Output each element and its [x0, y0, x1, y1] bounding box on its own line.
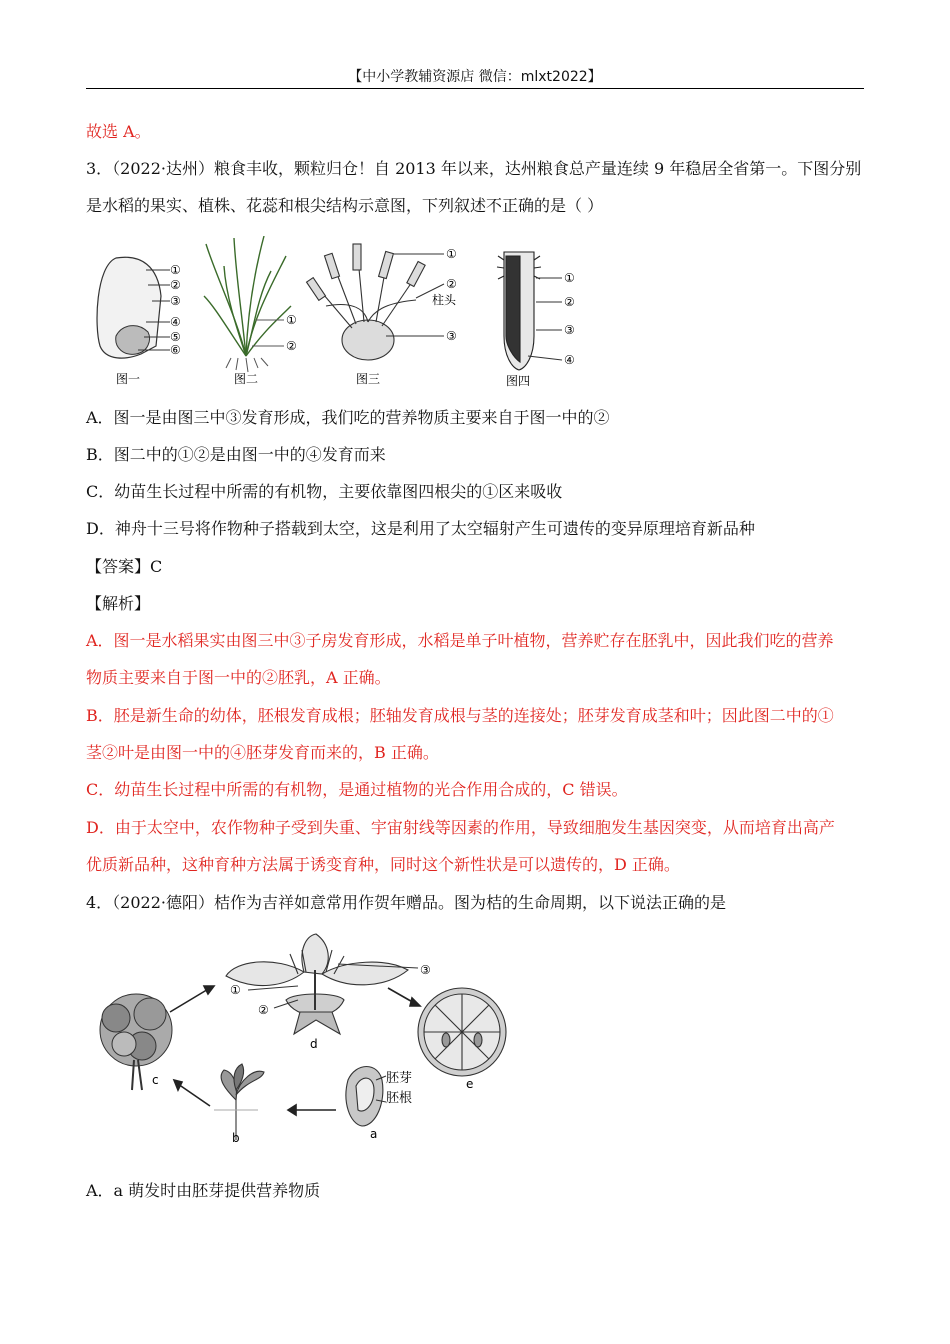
figure-orange-life-cycle	[86, 930, 546, 1150]
fig3-mark-2: ②	[446, 277, 457, 291]
analysis-d-line1: D．由于太空中，农作物种子受到失重、宇宙射线等因素的作用，导致细胞发生基因突变，从而培育出高产	[86, 818, 835, 837]
analysis-b-line1: B．胚是新生命的幼体，胚根发育成根；胚轴发育成根与茎的连接处；胚芽发育成茎和叶；因此图二中的①	[86, 706, 834, 725]
fig1-mark-2: ②	[170, 278, 181, 292]
diagram-root-tip	[497, 252, 541, 370]
text-line-conclusion: 故选 A。	[86, 122, 151, 141]
analysis-b-line2: 茎②叶是由图一中的④胚芽发育而来的，B 正确。	[86, 743, 439, 762]
question-3-stem-line1: 3．（2022·达州）粮食丰收，颗粒归仓！自 2013 年以来，达州粮食总产量连续 9 年稳居全省第一。下图分别	[86, 159, 862, 178]
option-3a: A．图一是由图三中③发育形成，我们吃的营养物质主要来自于图一中的②	[86, 408, 610, 427]
diagram-rice-flower-parts	[307, 244, 426, 360]
caption-fig2: 图二	[234, 372, 259, 386]
fig1-mark-6: ⑥	[170, 343, 181, 357]
diagram-orange-flower	[226, 934, 408, 1034]
fig4-mark-4: ④	[564, 353, 575, 367]
fig4-mark-1: ①	[564, 271, 575, 285]
label-e: e	[466, 1077, 474, 1091]
label-a: a	[370, 1127, 378, 1141]
fig1-mark-4: ④	[170, 315, 181, 329]
page-header: 【中小学教辅资源店 微信：mlxt2022】	[86, 66, 864, 89]
label-embryo-bud: 胚芽	[386, 1071, 413, 1086]
fig1-mark-5: ⑤	[170, 330, 181, 344]
fig1-mark-3: ③	[170, 294, 181, 308]
option-4a: A．a 萌发时由胚芽提供营养物质	[86, 1181, 321, 1200]
analysis-a-line1: A．图一是水稻果实由图三中③子房发育形成，水稻是单子叶植物，营养贮存在胚乳中，因此我们吃的营养	[86, 631, 834, 650]
fig5-mark-1: ①	[230, 983, 241, 997]
fig5-mark-2: ②	[258, 1003, 269, 1017]
fig2-mark-2: ②	[286, 339, 297, 353]
fig3-mark-3: ③	[446, 329, 457, 343]
label-c: c	[152, 1073, 159, 1087]
diagram-orange-seed	[346, 1067, 386, 1127]
question-4-stem: 4．（2022·德阳）桔作为吉祥如意常用作贺年赠品。图为桔的生命周期，以下说法正确的是	[86, 893, 726, 912]
analysis-d-line2: 优质新品种，这种育种方法属于诱变育种，同时这个新性状是可以遗传的，D 正确。	[86, 855, 680, 874]
analysis-c: C．幼苗生长过程中所需的有机物，是通过植物的光合作用合成的，C 错误。	[86, 780, 628, 799]
answer-label: 【答案】C	[86, 557, 163, 576]
analysis-a-line2: 物质主要来自于图一中的②胚乳，A 正确。	[86, 668, 391, 687]
fig3-mark-1: ①	[446, 247, 457, 261]
diagram-orange-fruit	[418, 988, 506, 1076]
diagram-rice-plant	[204, 236, 291, 356]
diagram-orange-tree	[100, 994, 172, 1090]
question-3-stem-line2: 是水稻的果实、植株、花蕊和根尖结构示意图，下列叙述不正确的是（ ）	[86, 196, 604, 215]
label-d: d	[310, 1037, 318, 1051]
fig2-mark-1: ①	[286, 313, 297, 327]
label-radicle: 胚根	[386, 1091, 413, 1106]
option-3b: B．图二中的①②是由图一中的④发育而来	[86, 445, 386, 464]
fig1-mark-1: ①	[170, 263, 181, 277]
fig5-mark-3: ③	[420, 963, 431, 977]
option-3d: D．神舟十三号将作物种子搭载到太空，这是利用了太空辐射产生可遗传的变异原理培育新品种	[86, 519, 755, 538]
fig4-mark-2: ②	[564, 295, 575, 309]
diagram-rice-fruit	[97, 257, 170, 358]
option-3c: C．幼苗生长过程中所需的有机物，主要依靠图四根尖的①区来吸收	[86, 482, 563, 501]
caption-fig1: 图一	[116, 372, 141, 386]
caption-fig3: 图三	[356, 372, 381, 386]
analysis-label: 【解析】	[86, 594, 151, 613]
caption-fig4: 图四	[506, 374, 531, 388]
diagram-orange-seedling	[214, 1064, 264, 1140]
fig3-stigma-label: 柱头	[432, 293, 457, 307]
fig4-mark-3: ③	[564, 323, 575, 337]
label-b: b	[232, 1131, 240, 1145]
figure-rice-structures	[86, 236, 606, 396]
